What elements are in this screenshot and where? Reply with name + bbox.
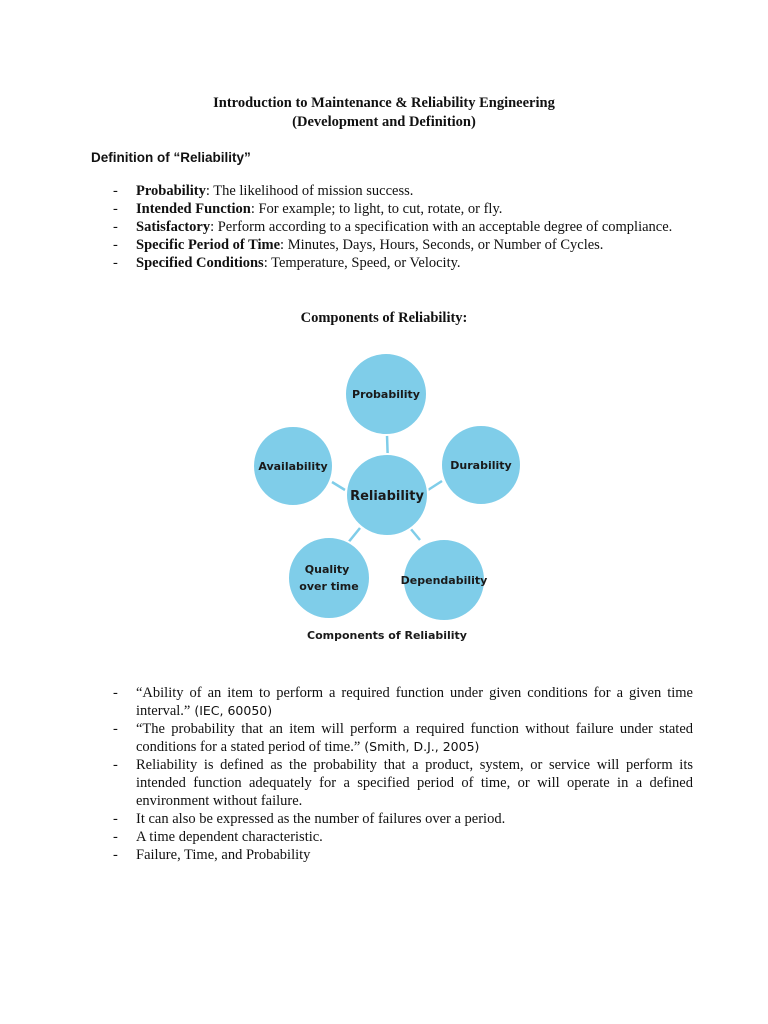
quote-text: “The probability that an item will perform a required function without failure under stated conditions for a stated period of time.” [136, 721, 693, 755]
bullet-text: It can also be expressed as the number of failures over a period. [136, 811, 506, 827]
quote-text: “Ability of an item to perform a required function under given conditions for a given time interval.” [136, 685, 693, 719]
definition-list [113, 182, 693, 272]
label-durability: Durability [450, 459, 512, 472]
list-item: - Intended Function: For example; to light, to cut, rotate, or fly. [113, 201, 503, 217]
list-item: - Probability: The likelihood of mission success. [113, 183, 414, 199]
connector-dependability [410, 528, 420, 540]
label-quality-over-time: Quality over time [299, 563, 359, 593]
citation: (Smith, D.J., 2005) [360, 739, 480, 754]
list-item: - Satisfactory: Perform according to a specification with an acceptable degree of compliance. [113, 219, 673, 235]
definition-term: Specific Period of Time [136, 237, 281, 253]
bullet-text: A time dependent characteristic. [136, 829, 323, 845]
definition-heading: Definition of “Reliability” [91, 150, 251, 165]
definition-text: : Minutes, Days, Hours, Seconds, or Number of Cycles. [280, 237, 604, 253]
connector-availability [332, 482, 345, 490]
reliability-notes-list [113, 684, 693, 864]
node-quality-over-time [288, 537, 370, 619]
list-item: - A time dependent characteristic. [113, 829, 323, 845]
title-line-2: (Development and Definition) [292, 114, 476, 130]
title-line-1: Introduction to Maintenance & Reliability Engineering [213, 95, 555, 111]
citation: (IEC, 60050) [190, 703, 273, 718]
definition-text: : Temperature, Speed, or Velocity. [263, 255, 461, 271]
definition-term: Probability [136, 183, 206, 199]
list-item: - Reliability is defined as the probability that a product, system, or service will perform its intended function adequately for a specified period of time, or will operate in a defined environment without failure. [113, 757, 693, 809]
list-item: - “Ability of an item to perform a required function under given conditions for a given time interval.” (IEC, 60050) [113, 685, 693, 719]
document-title [0, 94, 768, 132]
reliability-diagram [245, 345, 525, 645]
components-heading: Components of Reliability: [300, 310, 468, 326]
label-dependability: Dependability [400, 574, 488, 587]
list-item: - Specified Conditions: Temperature, Speed, or Velocity. [113, 255, 461, 271]
list-item: - “The probability that an item will perform a required function without failure under stated conditions for a stated period of time.” (Smith, D.J., 2005) [113, 721, 693, 755]
definition-term: Satisfactory [136, 219, 211, 235]
list-item: - Failure, Time, and Probability [113, 847, 311, 863]
definition-term: Intended Function [136, 201, 251, 217]
bullet-text: Reliability is defined as the probability that a product, system, or service will perform its intended function adequately for a specified period of time, or will operate in a defined environment without failure. [136, 757, 693, 809]
label-probability: Probability [352, 388, 420, 401]
definition-text: : The likelihood of mission success. [205, 183, 414, 199]
bullet-text: Failure, Time, and Probability [136, 847, 311, 863]
list-item: - Specific Period of Time: Minutes, Days, Hours, Seconds, or Number of Cycles. [113, 237, 604, 253]
definition-term: Specified Conditions [136, 255, 264, 271]
list-item: - It can also be expressed as the number of failures over a period. [113, 811, 506, 827]
diagram-svg [245, 345, 525, 645]
definition-text: : For example; to light, to cut, rotate, or fly. [250, 201, 503, 217]
label-reliability: Reliability [350, 489, 424, 504]
connector-durability [428, 481, 442, 490]
definition-text: : Perform according to a specification with an acceptable degree of compliance. [210, 219, 673, 235]
diagram-caption: Components of Reliability [307, 629, 467, 642]
label-availability: Availability [258, 460, 328, 473]
